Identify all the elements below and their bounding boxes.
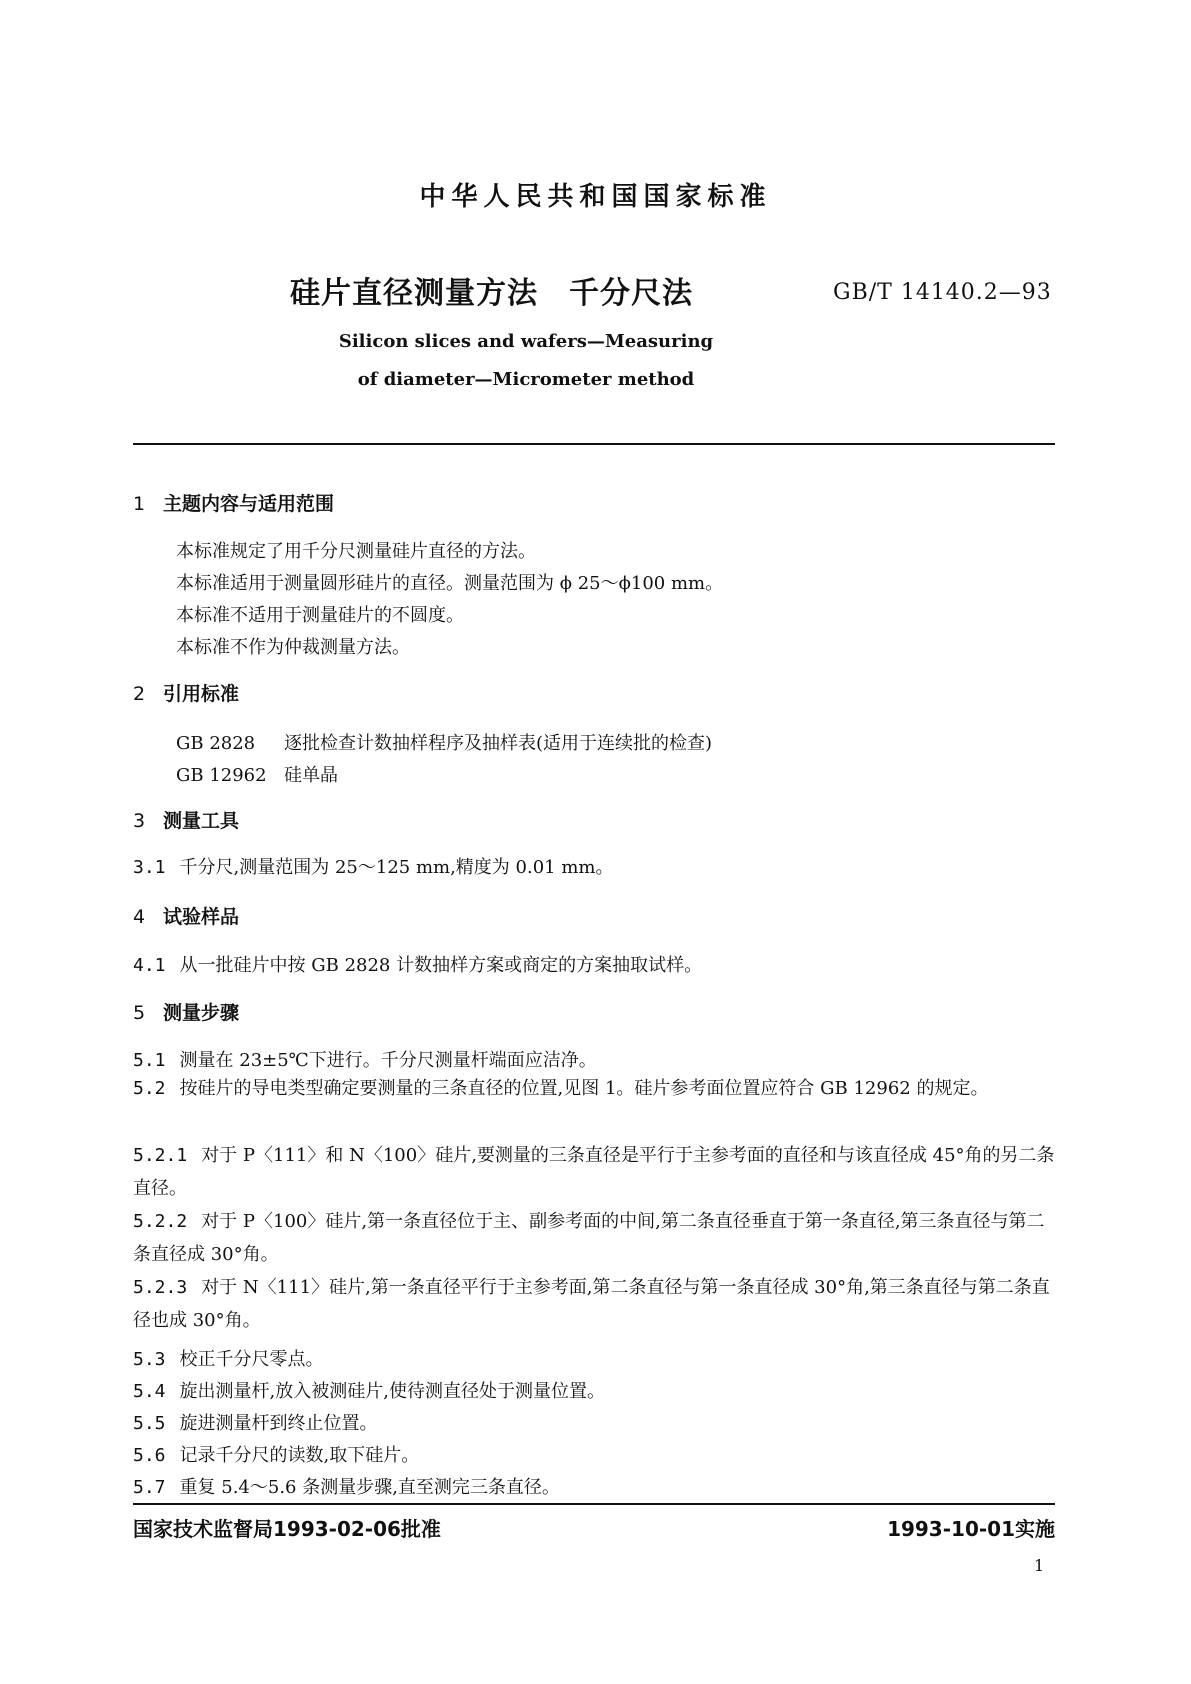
clause-text: 重复 5.4～5.6 条测量步骤,直至测完三条直径。 [179, 1477, 560, 1498]
header-divider [133, 443, 1055, 445]
section-number: 4 [133, 906, 146, 928]
clause-5-2-3 [133, 1271, 1061, 1337]
clause-number: 4.1 [133, 955, 166, 976]
standard-org-heading: 中华人民共和国国家标准 [419, 182, 772, 212]
clause-5-2-2 [133, 1205, 1061, 1271]
clause-text: 千分尺,测量范围为 25～125 mm,精度为 0.01 mm。 [179, 857, 614, 878]
reference-title: 逐批检查计数抽样程序及抽样表(适用于连续批的检查) [284, 733, 713, 754]
clause-5-6 [133, 1441, 419, 1467]
section-1-heading [133, 489, 334, 516]
section-2-heading [133, 679, 239, 706]
section-title: 引用标准 [163, 683, 240, 705]
reference-code: GB 2828 [176, 733, 256, 754]
section-title: 主题内容与适用范围 [163, 493, 335, 515]
clause-text: 对于 N〈111〉硅片,第一条直径平行于主参考面,第二条直径与第一条直径成 30°角,第三条直径与第二条直径也成 30°角。 [133, 1277, 1050, 1331]
section-number: 5 [133, 1002, 146, 1024]
section-title: 测量步骤 [163, 1002, 240, 1024]
reference-code: GB 12962 [176, 765, 267, 786]
document-title: 硅片直径测量方法 千分尺法 [290, 276, 693, 311]
section-4-heading [133, 902, 239, 929]
clause-5-2-1 [133, 1139, 1061, 1205]
clause-text: 记录千分尺的读数,取下硅片。 [179, 1445, 420, 1466]
clause-text: 对于 P〈111〉和 N〈100〉硅片,要测量的三条直径是平行于主参考面的直径和与该直径成 45°角的另二条直径。 [133, 1145, 1055, 1199]
clause-number: 5.1 [133, 1050, 166, 1071]
clause-number: 5.7 [133, 1477, 166, 1498]
clause-number: 5.6 [133, 1445, 166, 1466]
clause-text: 对于 P〈100〉硅片,第一条直径位于主、副参考面的中间,第二条直径垂直于第一条直径,第三条直径与第二条直径成 30°角。 [133, 1211, 1045, 1265]
clause-5-2 [133, 1072, 1061, 1105]
clause-number: 5.2.1 [133, 1145, 188, 1166]
clause-text: 从一批硅片中按 GB 2828 计数抽样方案或商定的方案抽取试样。 [179, 955, 703, 976]
clause-text: 测量在 23±5℃下进行。千分尺测量杆端面应洁净。 [179, 1050, 597, 1071]
clause-5-4 [133, 1377, 605, 1403]
section-5-heading [133, 998, 239, 1025]
clause-3-1 [133, 853, 613, 879]
reference-item [176, 761, 338, 787]
paragraph: 本标准不作为仲裁测量方法。 [176, 637, 410, 658]
clause-5-5 [133, 1409, 378, 1435]
footer-divider [133, 1503, 1055, 1505]
page-number: 1 [1034, 1556, 1045, 1575]
standard-code: GB/T 14140.2—93 [833, 280, 1052, 305]
section-3-heading [133, 806, 239, 833]
paragraph: 本标准不适用于测量硅片的不圆度。 [176, 605, 464, 626]
section-title: 测量工具 [163, 810, 240, 832]
clause-number: 5.5 [133, 1413, 166, 1434]
clause-5-3 [133, 1345, 324, 1371]
english-title-line2: of diameter—Micrometer method [357, 369, 695, 390]
section-title: 试验样品 [163, 906, 240, 928]
clause-text: 旋进测量杆到终止位置。 [179, 1413, 378, 1434]
clause-number: 5.4 [133, 1381, 166, 1402]
clause-number: 5.2 [133, 1078, 166, 1099]
paragraph: 本标准规定了用千分尺测量硅片直径的方法。 [176, 541, 536, 562]
clause-4-1 [133, 951, 702, 977]
section-number: 1 [133, 493, 146, 515]
approval-line: 国家技术监督局1993-02-06批准 [133, 1517, 441, 1541]
section-number: 3 [133, 810, 146, 832]
clause-number: 5.2.3 [133, 1277, 188, 1298]
english-title-line1: Silicon slices and wafers—Measuring [338, 331, 714, 352]
clause-number: 5.2.2 [133, 1211, 188, 1232]
reference-title: 硅单晶 [284, 765, 338, 786]
clause-text: 旋出测量杆,放入被测硅片,使待测直径处于测量位置。 [179, 1381, 605, 1402]
clause-5-7 [133, 1473, 560, 1499]
clause-number: 3.1 [133, 857, 166, 878]
clause-text: 按硅片的导电类型确定要测量的三条直径的位置,见图 1。硅片参考面位置应符合 GB 12962 的规定。 [179, 1078, 989, 1099]
reference-item [176, 729, 712, 755]
effective-date: 1993-10-01实施 [887, 1517, 1055, 1541]
section-number: 2 [133, 683, 146, 705]
clause-text: 校正千分尺零点。 [179, 1349, 324, 1370]
paragraph: 本标准适用于测量圆形硅片的直径。测量范围为 ϕ 25～ϕ100 mm。 [176, 573, 724, 594]
clause-5-1 [133, 1046, 597, 1072]
clause-number: 5.3 [133, 1349, 166, 1370]
